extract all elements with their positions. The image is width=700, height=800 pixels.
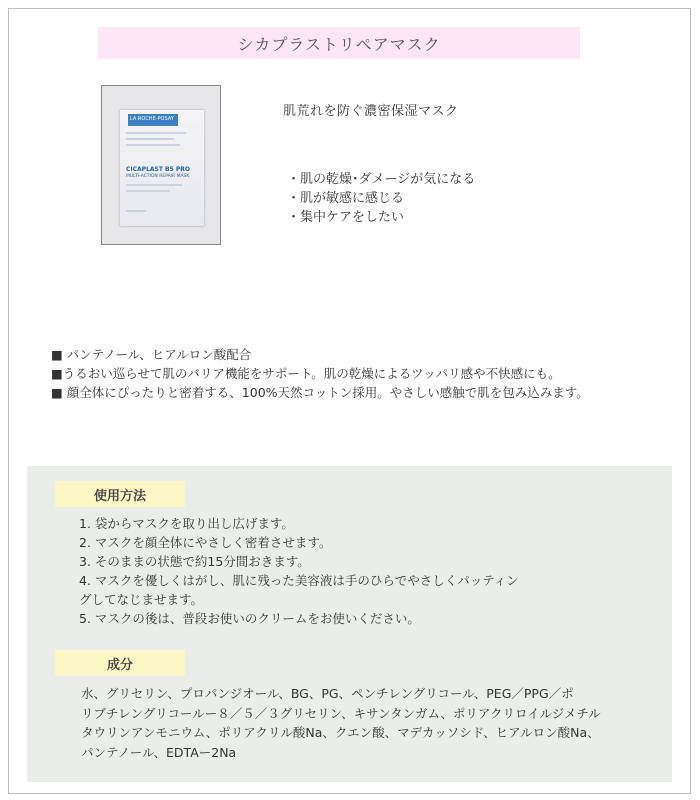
page-title bbox=[98, 27, 580, 59]
concern-item: ・集中ケアをしたい bbox=[287, 210, 405, 225]
product-name: CICAPLAST B5 PRO bbox=[126, 166, 191, 173]
feature-item: ■うるおい巡らせて肌のバリア機能をサポート。肌の乾燥によるツッパリ感や不快感にも。 bbox=[51, 366, 561, 381]
product-image bbox=[101, 85, 221, 245]
product-headline: 肌荒れを防ぐ濃密保湿マスク bbox=[283, 104, 459, 119]
page-title-text: シカプラストリペアマスク bbox=[237, 34, 441, 54]
features-list bbox=[51, 345, 589, 402]
concern-item: ・肌が敏感に感じる bbox=[287, 191, 405, 206]
ingredients-heading-text: 成分 bbox=[106, 657, 133, 673]
sachet-text-line bbox=[126, 210, 146, 212]
ingredients-line: パンテノール、EDTAー2Na bbox=[81, 744, 237, 760]
usage-step: グしてなじませます。 bbox=[79, 592, 204, 607]
product-subtitle: MULTI-ACTION REPAIR MASK bbox=[126, 174, 190, 179]
usage-heading bbox=[55, 481, 185, 507]
usage-step: 3. そのままの状態で約15分間おきます。 bbox=[79, 554, 310, 569]
concerns-list bbox=[287, 170, 475, 227]
sachet-text-line bbox=[126, 144, 180, 146]
usage-step: 5. マスクの後は、普段お使いのクリームをお使いください。 bbox=[79, 611, 420, 626]
ingredients-list bbox=[81, 684, 661, 762]
ingredients-line: タウリンアンモニウム、ポリアクリル酸Na、クエン酸、マデカッソシド、ヒアルロン酸Na、 bbox=[81, 725, 600, 740]
ingredients-line: リブチレングリコールー８／５／３グリセリン、キサンタンガム、ポリアクリロイルジメチル bbox=[81, 705, 601, 721]
usage-step: 2. マスクを顔全体にやさしく密着させます。 bbox=[79, 535, 332, 550]
usage-heading-text: 使用方法 bbox=[93, 488, 146, 504]
mask-sachet bbox=[120, 110, 204, 226]
ingredients-line: 水、グリセリン、プロパンジオール、BG、PG、ペンチレングリコール、PEG／PPG／ポ bbox=[81, 686, 574, 701]
sachet-text-line bbox=[126, 138, 174, 140]
sachet-text-line bbox=[126, 184, 182, 186]
feature-item: ■ パンテノール、ヒアルロン酸配合 bbox=[51, 347, 252, 362]
brand-logo-text: LA ROCHE-POSAY bbox=[130, 116, 174, 122]
usage-step: 4. マスクを優しくはがし、肌に残った美容液は手のひらでやさしくパッティン bbox=[79, 573, 519, 588]
sachet-text-line bbox=[126, 132, 186, 134]
usage-steps bbox=[79, 514, 519, 628]
concern-item: ・肌の乾燥･ダメージが気になる bbox=[287, 172, 476, 187]
ingredients-heading bbox=[55, 650, 185, 676]
feature-item: ■ 顔全体にぴったりと密着する、100%天然コットン採用。やさしい感触で肌を包み込みます。 bbox=[51, 385, 589, 400]
usage-step: 1. 袋からマスクを取り出し広げます。 bbox=[79, 516, 294, 531]
sachet-text-line bbox=[126, 190, 170, 192]
